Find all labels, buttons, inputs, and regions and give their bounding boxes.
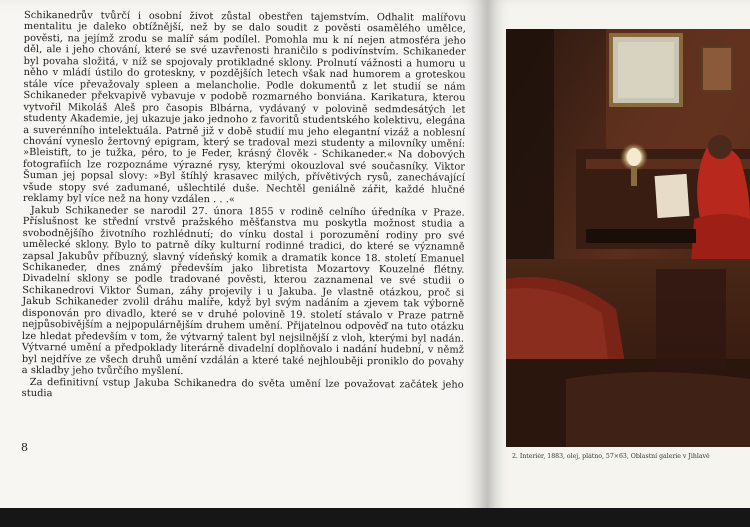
body-text — [22, 10, 466, 402]
paragraph-2: Jakub Schikaneder se narodil 27. února 1855 v rodině celního úředníka v Praze. Příslušnost ke střední vrstvě pražského měšťanstva mu poskytla možnost studia a svobodnějšího životního rozhlédnutí; do vínku dostal i porozumění rodiny pro své umělecké sklony. Bylo to patrně díky kulturní rodinné tradici, do které se významně zapsal Jakubův příbuzný, slavný vídeňský komik a dramatik konce 18. století Emanuel Schikaneder, dnes známý především jako libretista Mozartovy Kouzelné flétny. Divadelní sklony se podle tradované pověsti, kterou zaznamenal ve své studii o Schikanedrovi Viktor Šuman, záhy projevily i u Jakuba. Je vlastně otázkou, proč si Jakub Schikaneder zvolil dráhu malíře, když byl svým nadáním a zjevem tak výborně disponován pro divadlo, které se v druhé polovině 19. století stávalo v Praze patrně nejpůsobivějším a nejpopulárnějším druhem umění. Přijatelnou odpověď na tuto otázku lze hledat především v tom, že výtvarný talent byl nejsilnější z vloh, kterými byl nadán. Výtvarné umění a předpoklady literárně divadelní doplňovalo i nadání hudební, v němž byl nejdříve ze všech druhů umění vzdálán a které také nejhlouběji proniklo do povahy a skladby jeho tvůrčího myšlení. — [21, 204, 465, 378]
painting-svg — [506, 29, 750, 447]
paragraph-3: Za definitivní vstup Jakuba Schikanedra do světa umění lze považovat začátek jeho studia — [21, 376, 464, 400]
page-number: 8 — [21, 441, 28, 454]
scan-bottom-edge — [0, 508, 750, 527]
painting-caption: 2. Interiér, 1883, olej, plátno, 57×63, Oblastní galerie v Jihlavě — [512, 453, 710, 460]
painting-image — [506, 29, 750, 447]
paragraph-1: Schikanedrův tvůrčí i osobní život zůstal obestřen tajemstvím. Odhalit malířovu mentalitu je daleko obtížnější, než by se dalo soudit z pověsti osamělého umělce, pověsti, na jejímž zrodu se malíř sám podílel. Pomohla mu k ní nejen atmosféra jeho děl, ale i jeho chování, které se své uzavřenosti hraničilo s podivínstvím. Schikaneder byl povaha složitá, v níž se spojovaly protikladné sklony. Prolnutí vážnosti a humoru u něho v mládí ústilo do groteskny, v pozdějších letech však nad humorem a groteskou stále více převažovaly spleen a melancholie. Podle dokumentů z let studií se nám Schikaneder překvapivě vybavuje v podobě rozmarného bonviána. Karikatura, kterou vytvořil Mikoláš Aleš pro časopis Blbárna, vydávaný v polovině sedmdesátých let studenty Akademie, jej ukazuje jako jednoho z favoritů studentského kolektivu, elegána a suverénního intelektuála. Patrně již v době studií mu jeho elegantní vizáž a noblesní chování vyneslo žertovný epigram, který se tradoval mezi studenty a milovníky umění: »Bleistift, to je tužka, péro, to je Feder, krásný člověk - Schikaneder.« Na dobových fotografiích lze rozpoznáme výrazné rysy, kterými okouzloval své současníky. Viktor Šuman jej popsal slovy: »Byl štíhlý krasavec milých, přívětivých rysů, zanechávající všude stopy své zadumané, ušlechtilé duše. Nechtěl geniálně zářit, každé hlučné reklamy byl více než na hony vzdálen . . .« — [22, 10, 466, 206]
